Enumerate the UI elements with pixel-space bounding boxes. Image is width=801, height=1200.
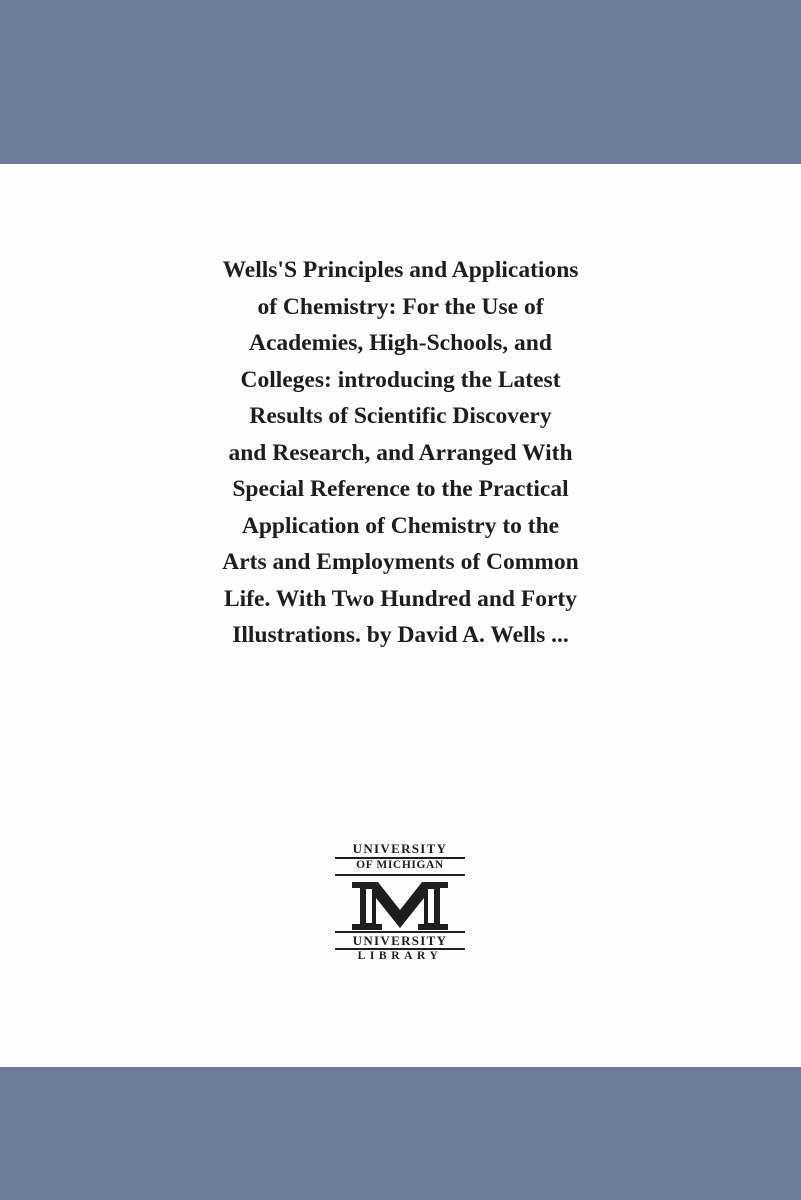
logo-line-of-michigan: OF MICHIGAN [356, 859, 444, 871]
block-m-logo-icon [352, 882, 448, 930]
book-title [90, 252, 711, 654]
title-line: Arts and Employments of Common [222, 549, 579, 575]
title-line: Application of Chemistry to the [241, 512, 560, 539]
title-line: Life. With Two Hundred and Forty [223, 585, 577, 612]
university-library-logo [333, 836, 467, 966]
title-line: Special Reference to the Practical [232, 476, 569, 502]
logo-line-university-bottom: UNIVERSITY [352, 933, 448, 948]
logo-rule [335, 874, 465, 876]
title-line: Academies, High-Schools, and [249, 330, 552, 356]
title-line: Colleges: introducing the Latest [240, 366, 561, 393]
top-color-band [0, 0, 801, 164]
title-line: Wells'S Principles and Applications [222, 257, 579, 283]
bottom-color-band [0, 1067, 801, 1200]
title-line: and Research, and Arranged With [228, 439, 573, 466]
logo-line-library: LIBRARY [357, 950, 443, 962]
logo-line-university: UNIVERSITY [352, 841, 448, 856]
title-line: of Chemistry: For the Use of [257, 293, 544, 320]
title-line: Results of Scientific Discovery [249, 403, 552, 429]
title-line: Illustrations. by David A. Wells ... [232, 622, 569, 648]
